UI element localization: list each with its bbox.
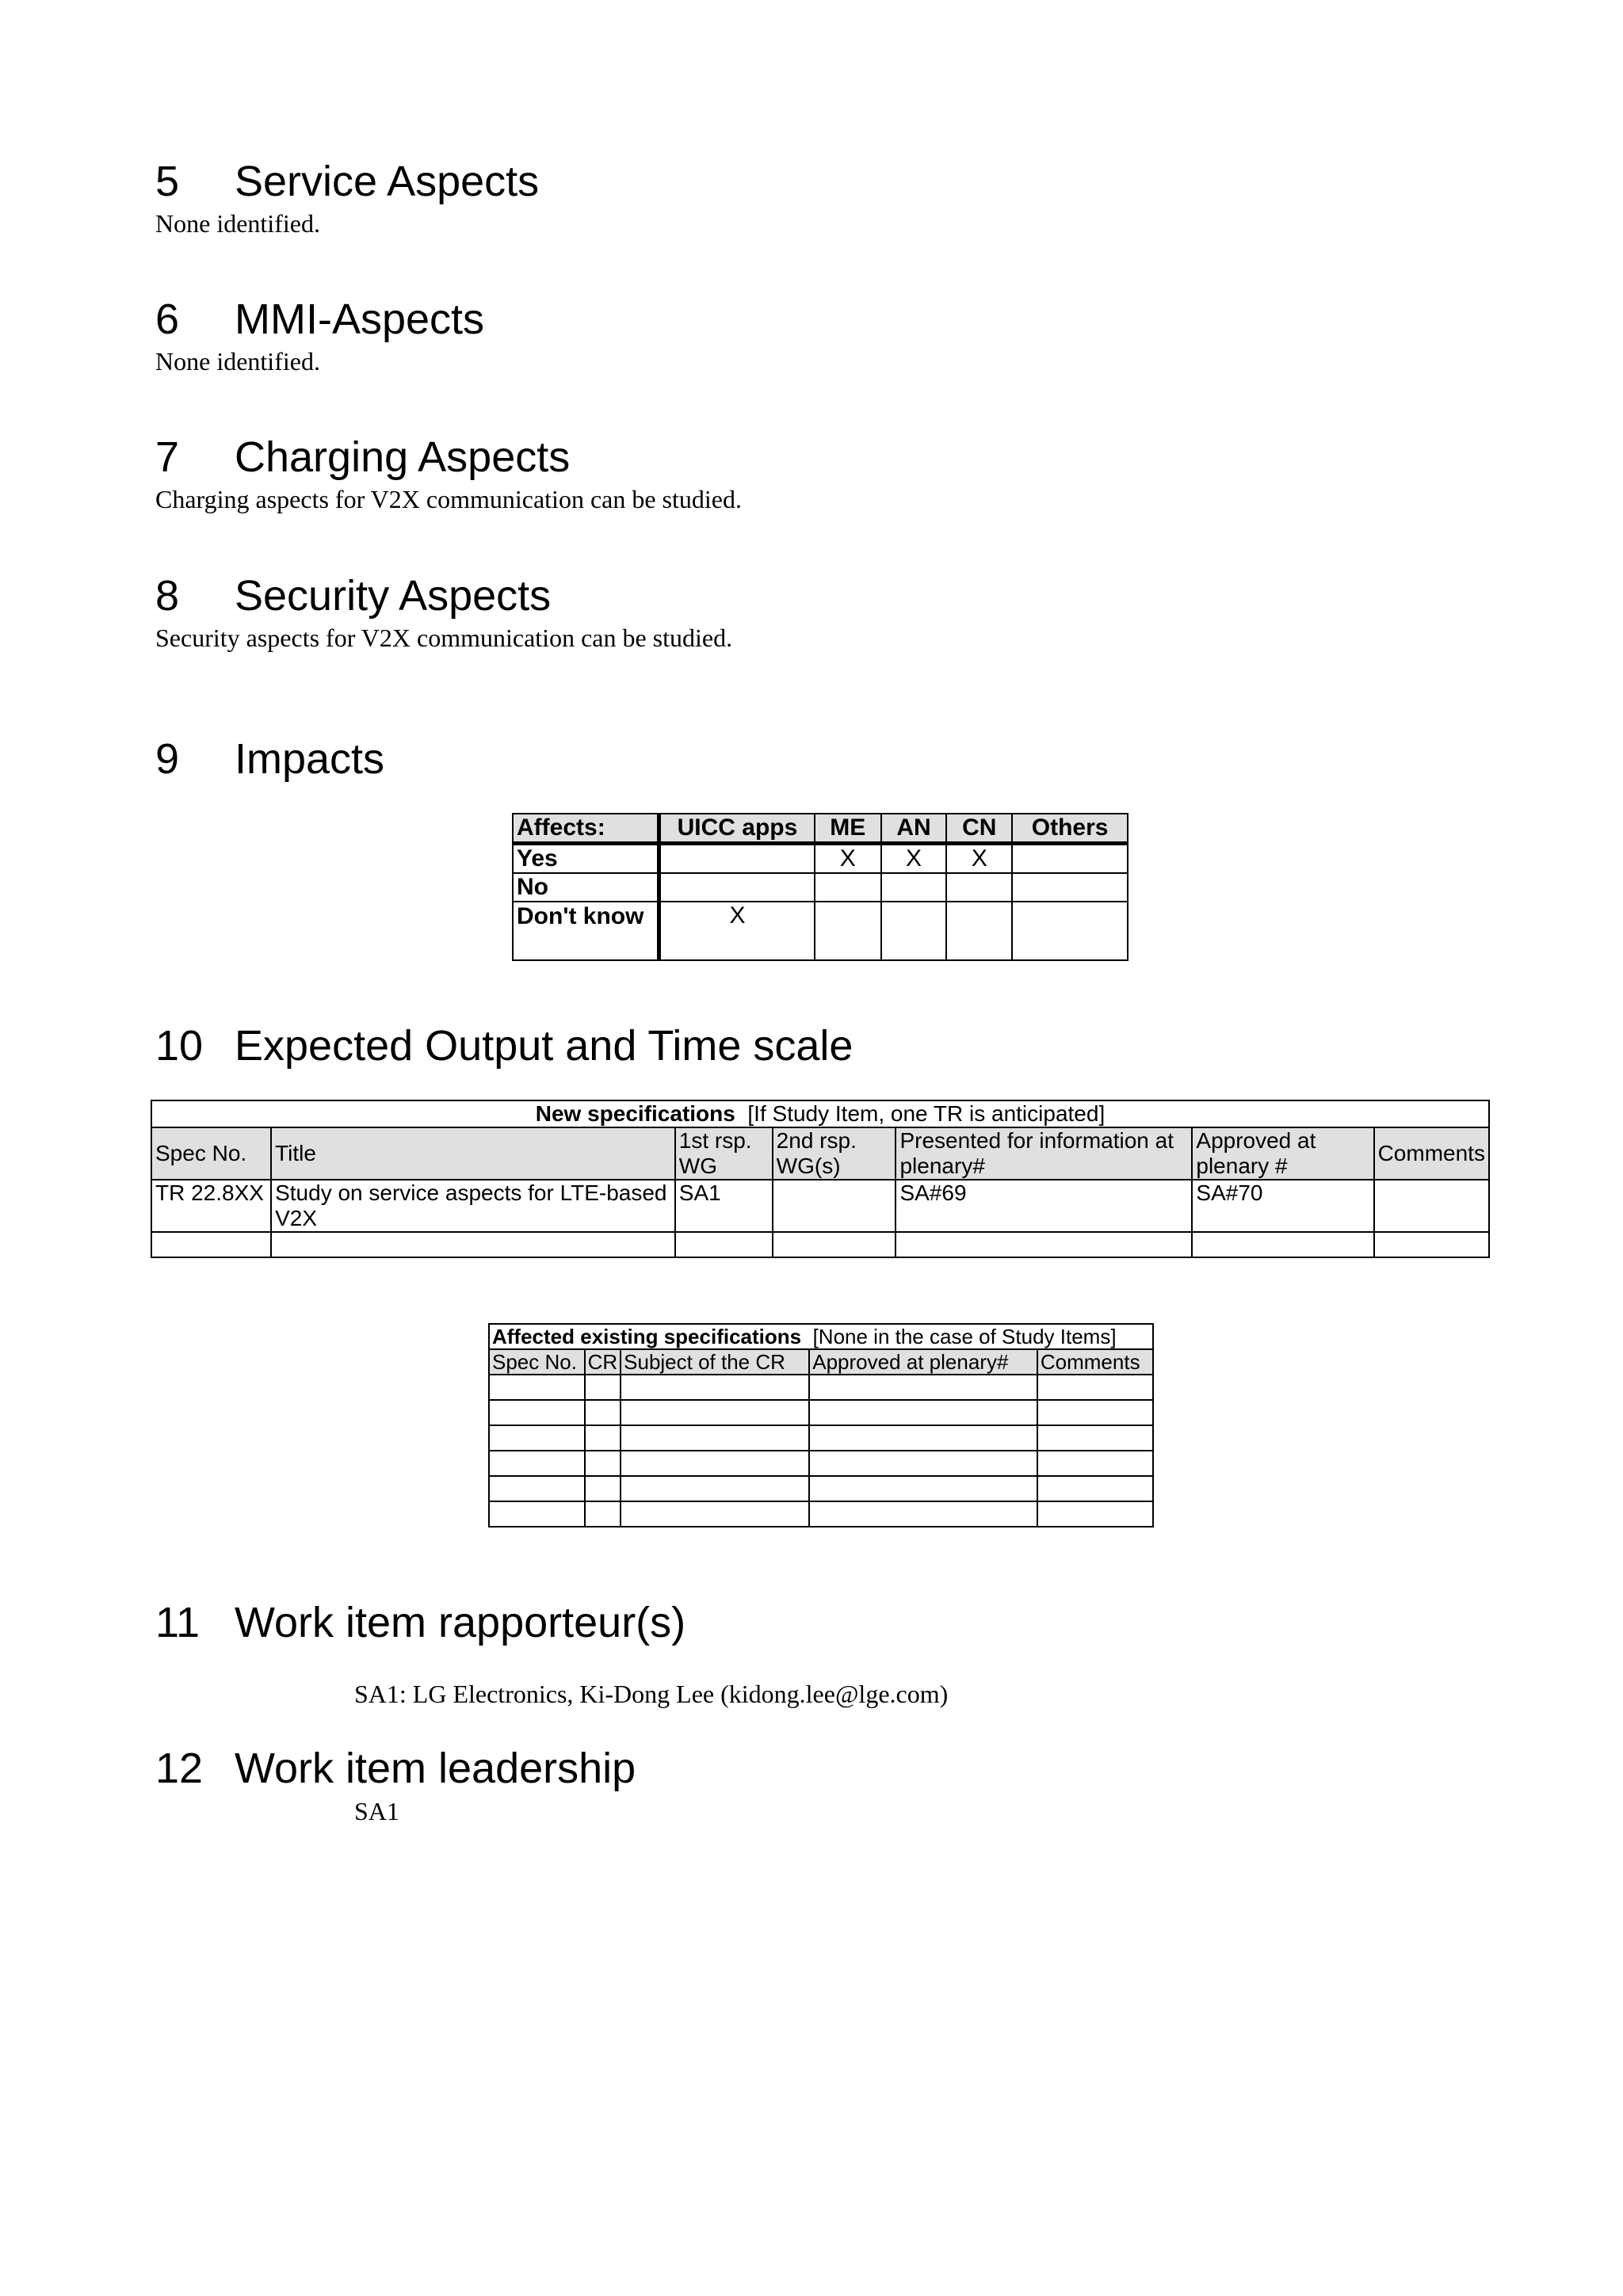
impacts-cell [659, 873, 815, 902]
impacts-cell [946, 873, 1012, 902]
new-specs-header: Approved at plenary # [1192, 1127, 1373, 1180]
new-specs-cell: Study on service aspects for LTE-based V2X [271, 1180, 675, 1232]
new-specs-cell: SA#69 [896, 1180, 1192, 1232]
impacts-row-yes [513, 844, 1128, 874]
new-specs-header: Title [271, 1127, 675, 1180]
section-7-body: Charging aspects for V2X communication can be studied. [155, 485, 742, 513]
impacts-header-row [513, 814, 1128, 844]
table-row [489, 1375, 1153, 1400]
section-8-heading: 8 Security Aspects [155, 572, 552, 620]
new-specs-header: Comments [1374, 1127, 1489, 1180]
new-specs-cell: SA#70 [1192, 1180, 1373, 1232]
impacts-header-others: Others [1012, 814, 1128, 844]
impacts-cell: X [659, 902, 815, 960]
impacts-header-affects: Affects: [513, 814, 659, 844]
table-row [489, 1451, 1153, 1476]
affected-specs-header: Comments [1037, 1349, 1153, 1375]
affected-specs-header: Subject of the CR [621, 1349, 809, 1375]
section-12-heading: 12 Work item leadership [155, 1745, 636, 1792]
impacts-header-me: ME [815, 814, 881, 844]
impacts-cell [1012, 873, 1128, 902]
impacts-header-cn: CN [946, 814, 1012, 844]
impacts-cell [881, 902, 947, 960]
affected-specs-caption: Affected existing specifications [None in the case of Study Items] [489, 1324, 1153, 1349]
new-specs-cell [1374, 1180, 1489, 1232]
new-specs-cell: TR 22.8XX [151, 1180, 271, 1232]
affected-specs-caption-row [489, 1324, 1153, 1349]
impacts-cell: X [815, 844, 881, 874]
section-10-heading: 10 Expected Output and Time scale [155, 1022, 854, 1070]
section-8-body: Security aspects for V2X communication can be studied. [155, 624, 733, 652]
impacts-table [512, 813, 1128, 961]
section-7-heading: 7 Charging Aspects [155, 433, 571, 481]
impacts-row-label: No [513, 873, 659, 902]
new-specs-caption: New specifications [If Study Item, one TR is anticipated] [151, 1100, 1489, 1127]
section-6-heading: 6 MMI-Aspects [155, 296, 485, 343]
section-11-heading: 11 Work item rapporteur(s) [155, 1599, 686, 1646]
new-specs-header: 1st rsp. WG [675, 1127, 773, 1180]
section-5-body: None identified. [155, 209, 320, 238]
new-specs-cell: SA1 [675, 1180, 773, 1232]
table-row [151, 1180, 1489, 1232]
new-specs-header: Presented for information at plenary# [896, 1127, 1192, 1180]
section-12-body: SA1 [354, 1797, 399, 1825]
impacts-header-an: AN [881, 814, 947, 844]
affected-specs-header: Approved at plenary# [809, 1349, 1037, 1375]
new-specifications-table [151, 1100, 1490, 1258]
table-row [489, 1501, 1153, 1527]
impacts-row-label: Yes [513, 844, 659, 874]
new-specs-header: 2nd rsp. WG(s) [773, 1127, 896, 1180]
affected-specs-header: Spec No. [489, 1349, 585, 1375]
table-row [489, 1476, 1153, 1501]
impacts-cell [881, 873, 947, 902]
new-specs-cell [773, 1180, 896, 1232]
affected-specifications-table [488, 1323, 1154, 1527]
section-9-heading: 9 Impacts [155, 735, 385, 783]
new-specs-header-row [151, 1127, 1489, 1180]
impacts-cell [946, 902, 1012, 960]
table-row [489, 1400, 1153, 1425]
impacts-cell [1012, 902, 1128, 960]
impacts-row-dont-know [513, 902, 1128, 960]
impacts-cell: X [946, 844, 1012, 874]
section-6-body: None identified. [155, 347, 320, 376]
impacts-row-no [513, 873, 1128, 902]
affected-specs-header: CR [585, 1349, 621, 1375]
table-row [489, 1425, 1153, 1451]
new-specs-caption-row [151, 1100, 1489, 1127]
new-specs-header: Spec No. [151, 1127, 271, 1180]
impacts-cell [815, 902, 881, 960]
impacts-header-uicc: UICC apps [659, 814, 815, 844]
impacts-cell [659, 844, 815, 874]
impacts-cell [815, 873, 881, 902]
affected-specs-header-row [489, 1349, 1153, 1375]
section-11-body: SA1: LG Electronics, Ki-Dong Lee (kidong.lee@lge.com) [354, 1680, 949, 1708]
table-row [151, 1232, 1489, 1257]
section-5-heading: 5 Service Aspects [155, 158, 540, 205]
impacts-cell: X [881, 844, 947, 874]
impacts-row-label: Don't know [513, 902, 659, 960]
impacts-cell [1012, 844, 1128, 874]
